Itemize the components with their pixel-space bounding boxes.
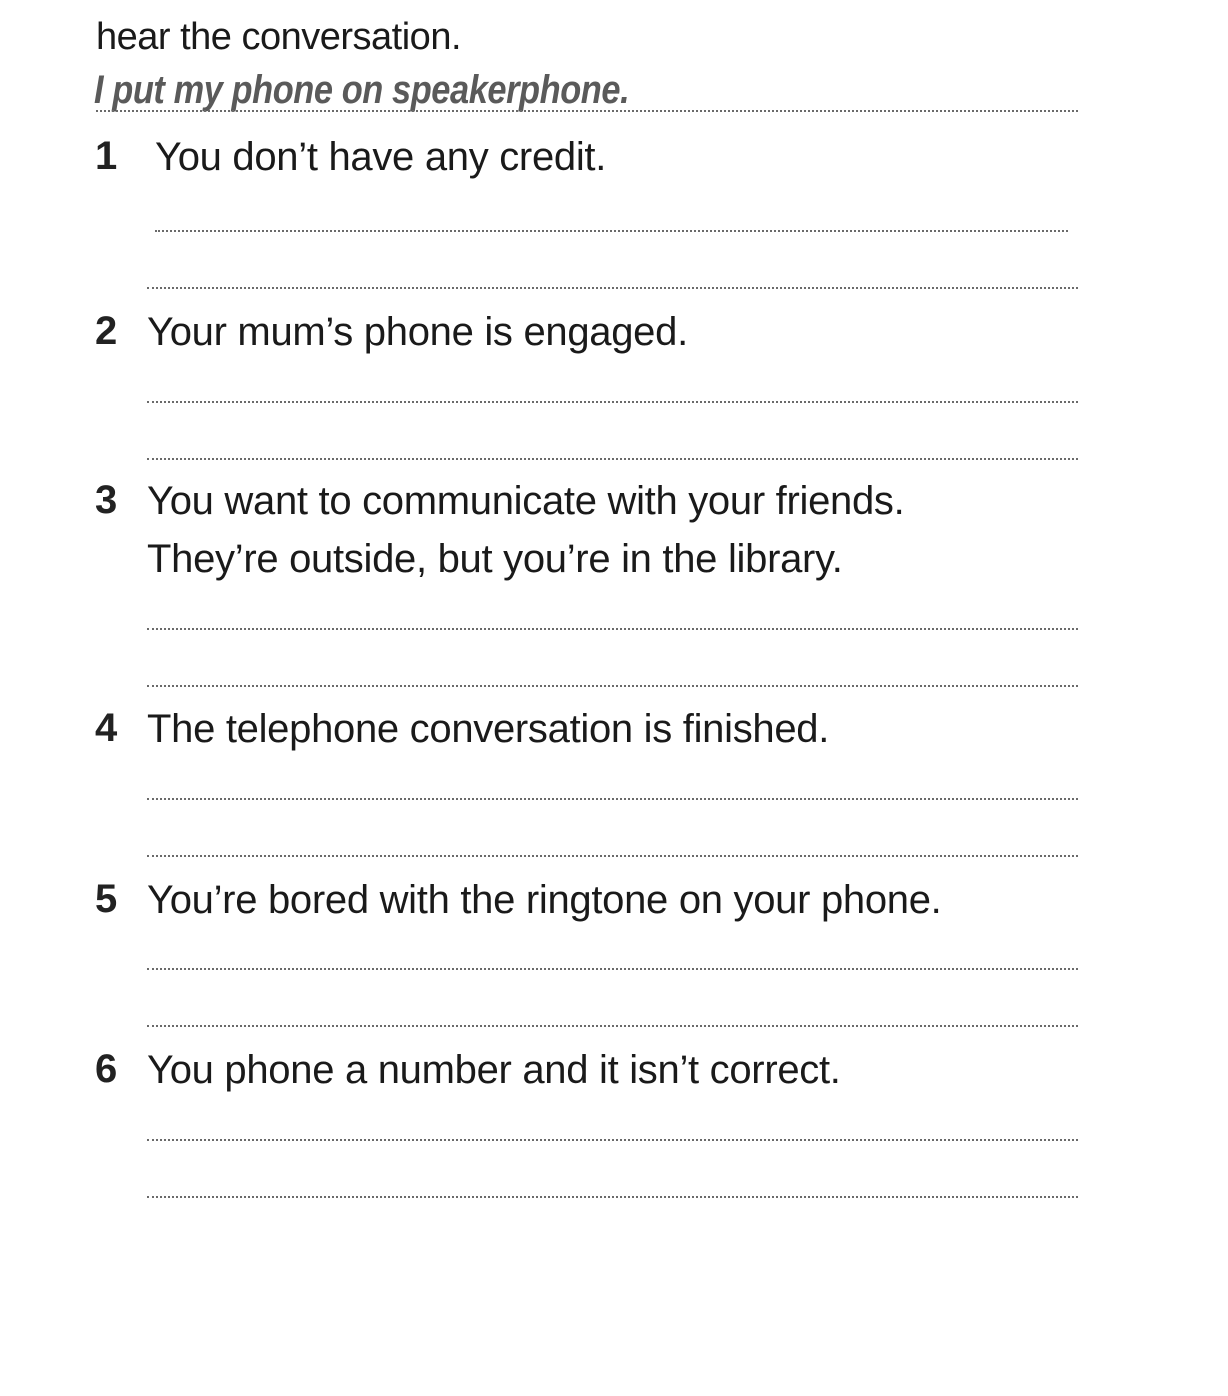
answer-line-1b[interactable] (147, 287, 1078, 289)
answer-line-4b[interactable] (147, 855, 1078, 857)
question-text-3: You want to communicate with your friends. (147, 479, 905, 523)
question-text-4: The telephone conversation is finished. (147, 707, 830, 751)
answer-line-2a[interactable] (147, 401, 1078, 403)
answer-line-1a[interactable] (155, 230, 1068, 232)
question-number-5: 5 (95, 877, 118, 921)
intro-text: hear the conversation. (96, 16, 462, 58)
question-text-1: You don’t have any credit. (155, 135, 607, 179)
question-number-3: 3 (95, 478, 118, 522)
question-number-6: 6 (95, 1047, 118, 1091)
question-text-5: You’re bored with the ringtone on your phone. (147, 878, 942, 922)
question-number-2: 2 (95, 309, 118, 353)
example-answer-line (96, 110, 1078, 112)
answer-line-6b[interactable] (147, 1196, 1078, 1198)
question-number-1: 1 (95, 134, 118, 178)
example-answer: I put my phone on speakerphone. (94, 68, 630, 112)
answer-line-6a[interactable] (147, 1139, 1078, 1141)
answer-line-5b[interactable] (147, 1025, 1078, 1027)
question-text-2: Your mum’s phone is engaged. (147, 310, 688, 354)
answer-line-5a[interactable] (147, 968, 1078, 970)
question-number-4: 4 (95, 706, 118, 750)
answer-line-4a[interactable] (147, 798, 1078, 800)
question-text-6: You phone a number and it isn’t correct. (147, 1048, 841, 1092)
answer-line-3a[interactable] (147, 628, 1078, 630)
question-text-3-line2: They’re outside, but you’re in the library. (147, 537, 843, 581)
answer-line-3b[interactable] (147, 685, 1078, 687)
answer-line-2b[interactable] (147, 458, 1078, 460)
